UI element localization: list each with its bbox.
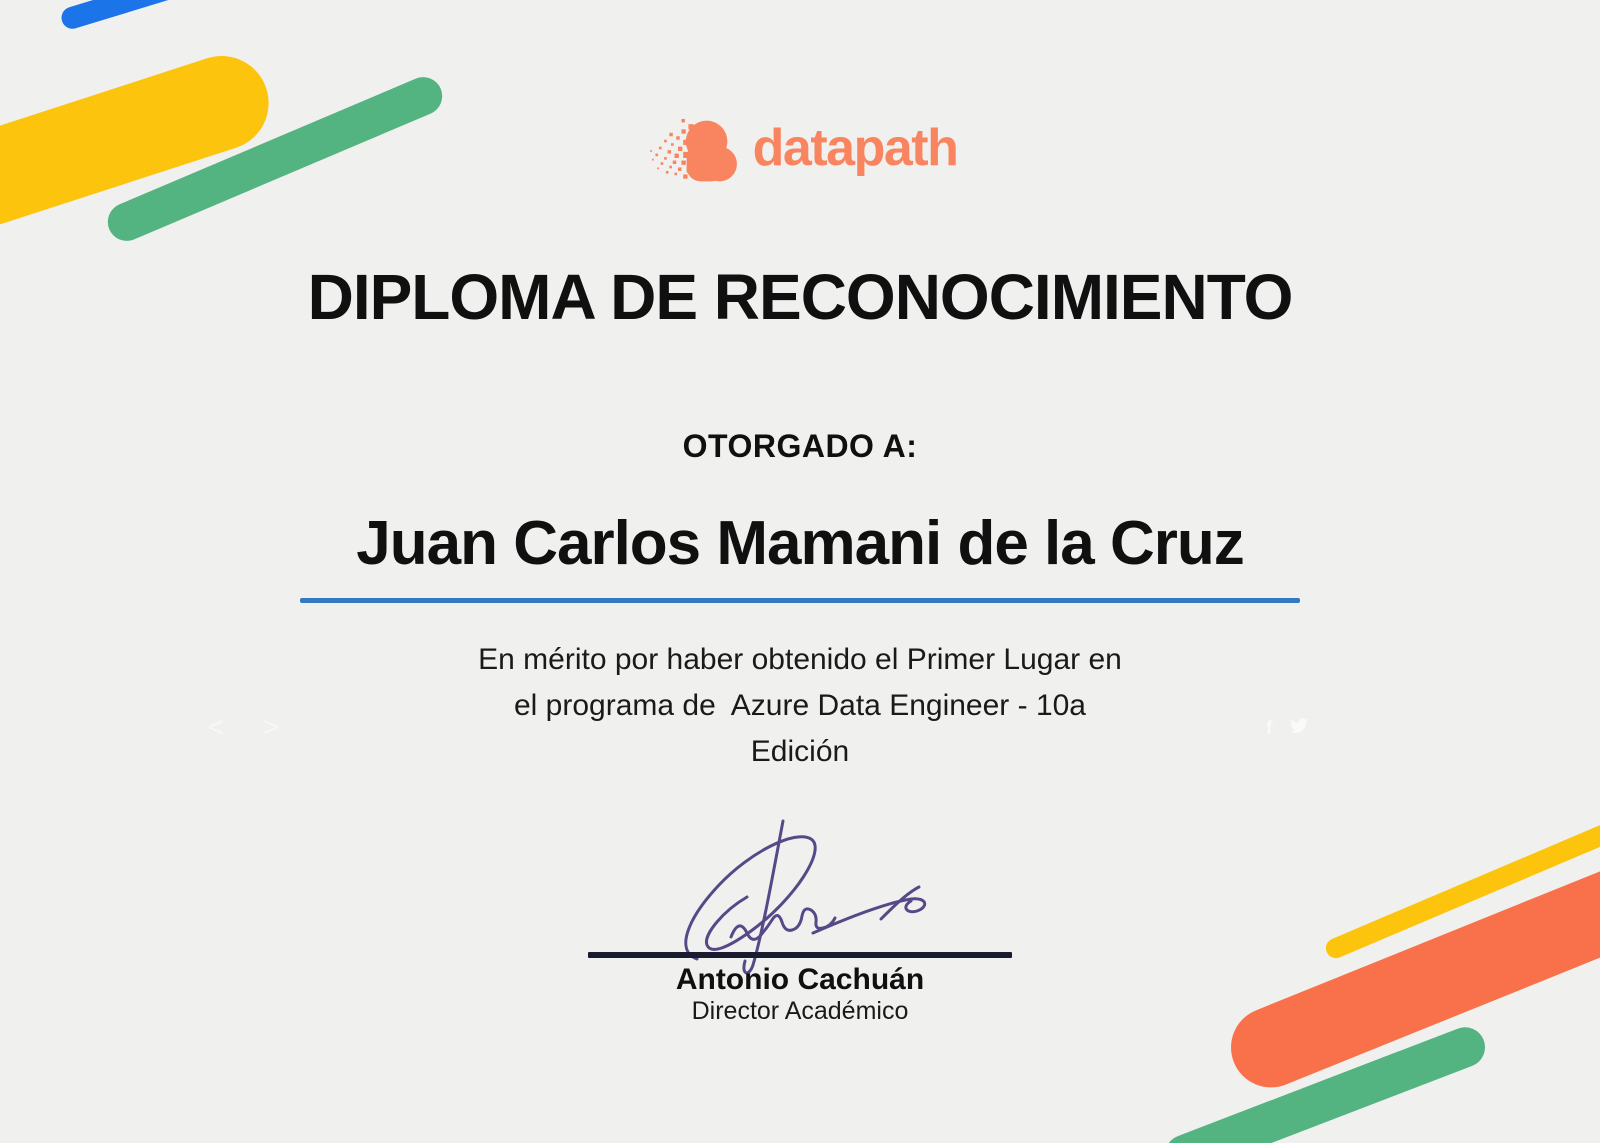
- datapath-wordmark: datapath: [752, 119, 958, 177]
- signatory-role: Director Académico: [691, 997, 909, 1025]
- code-brackets-watermark: < >: [208, 712, 296, 742]
- pixel-cloud-icon: [643, 112, 739, 190]
- signature-line: [588, 952, 1012, 958]
- recipient-name-underline: [300, 598, 1300, 603]
- diploma-title: DIPLOMA DE RECONOCIMIENTO: [307, 261, 1293, 333]
- awarded-to-label: OTORGADO A:: [682, 428, 918, 464]
- merit-description-line: En mérito por haber obtenido el Primer Lugar en: [478, 643, 1122, 676]
- merit-description: [0, 637, 1600, 775]
- merit-description-line: el programa de Azure Data Engineer - 10a: [513, 689, 1086, 722]
- facebook-icon: f: [1266, 717, 1273, 739]
- decor-bar-blue-top-left: [59, 0, 257, 32]
- recipient-name: Juan Carlos Mamani de la Cruz: [356, 509, 1244, 578]
- signatory-name: Antonio Cachuán: [675, 963, 925, 996]
- datapath-logo: [0, 112, 1600, 190]
- merit-description-line: Edición: [750, 735, 850, 768]
